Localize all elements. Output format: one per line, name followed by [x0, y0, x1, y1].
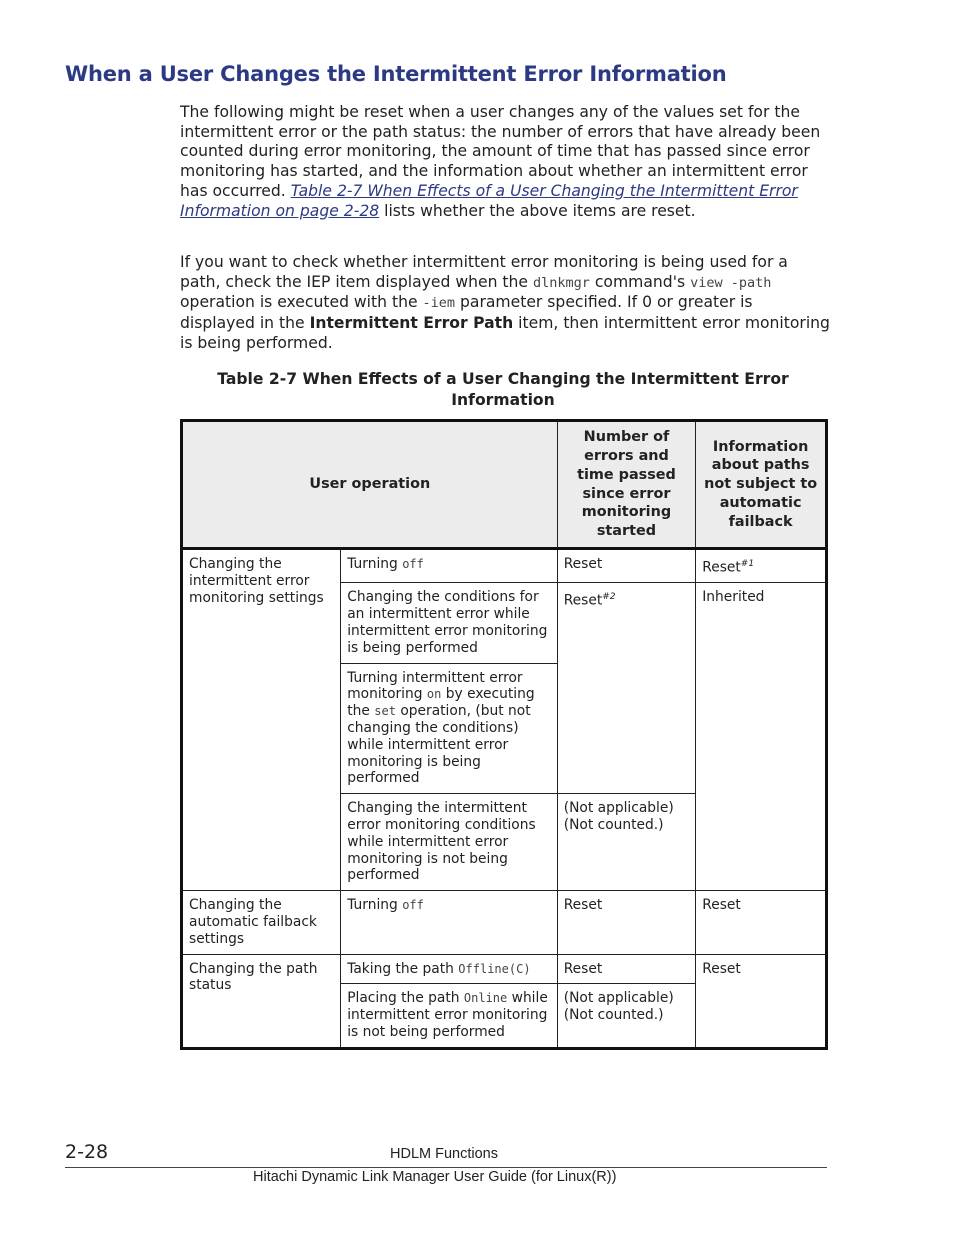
op-text: Turning [347, 897, 398, 914]
op-text: Turning [347, 556, 398, 572]
header-user-operation: User operation [182, 421, 558, 549]
not-applicable-text: (Not applicable) [563, 990, 674, 1007]
page-number: 2-28 [65, 1141, 109, 1163]
op-code: on [426, 687, 442, 702]
op-code: off [402, 898, 424, 913]
parameter-name: -iem [422, 295, 456, 312]
table-caption: Table 2-7 When Effects of a User Changing the Intermittent Error Information [217, 370, 789, 409]
footnote-2: #2 [602, 592, 616, 603]
operation-cell [341, 984, 557, 1048]
reset-text: Reset [563, 592, 603, 609]
iep-paragraph [180, 253, 830, 354]
intro-text: The following might be reset when a user changes any of the values set for the intermittent error or the path status: the number of errors that have already been counted during error monitoring, the amount of time that has passed since error monitoring has started, and the information about whether an intermittent error has occurred. [180, 103, 821, 200]
op-text: by executing the [347, 686, 535, 720]
operation-cell [341, 549, 557, 583]
table-row [182, 549, 827, 583]
operation-cell [341, 891, 557, 954]
op-text: Turning intermittent error monitoring [347, 669, 523, 703]
section-title: When a User Changes the Intermittent Error Information [65, 62, 727, 86]
iep-text-4: parameter specified. If 0 or greater is displayed in the [180, 293, 753, 333]
iep-text-1: If you want to check whether intermittent error monitoring is being used for a path, check the IEP item displayed when the [180, 253, 788, 291]
footer-manual-title: Hitachi Dynamic Link Manager User Guide (for Linux(R)) [253, 1169, 617, 1185]
iep-text-5: item, then intermittent error monitoring is being performed. [180, 314, 830, 352]
errors-cell [557, 984, 696, 1048]
operation-cell [341, 954, 557, 984]
group-path-status: Changing the path status [182, 954, 341, 1048]
intro-text-end: lists whether the above items are reset. [384, 201, 696, 220]
iep-text-3: operation is executed with the [180, 293, 418, 312]
footer-chapter: HDLM Functions [390, 1146, 498, 1162]
not-counted-text: (Not counted.) [563, 816, 664, 833]
header-path-info: Information about paths not subject to automatic failback [696, 421, 827, 549]
group-failback-settings: Changing the automatic failback settings [182, 891, 341, 954]
not-applicable-text: (Not applicable) [563, 800, 674, 817]
footnote-1: #1 [740, 559, 755, 569]
not-counted-text: (Not counted.) [563, 1007, 664, 1024]
op-code: set [374, 704, 396, 719]
intro-paragraph [180, 103, 830, 221]
command-name: dlnkmgr [532, 274, 590, 291]
header-errors-time: Number of errors and time passed since error monitoring started [557, 421, 696, 549]
table-row [182, 891, 827, 954]
operation-cell: Changing the conditions for an intermittent error while intermittent error monitoring is being performed [341, 583, 557, 663]
item-name: Intermittent Error Path [309, 314, 514, 333]
operation-cell: Changing the intermittent error monitoring conditions while intermittent error monitoring is not being performed [341, 794, 557, 891]
footer-divider [65, 1167, 827, 1168]
op-text: while intermittent error monitoring is not being performed [347, 990, 548, 1040]
paths-cell: Reset [696, 954, 827, 1048]
op-text: Placing the path [347, 990, 460, 1007]
errors-cell: Reset [557, 954, 696, 984]
op-text: Taking the path [347, 960, 454, 977]
op-code: off [402, 557, 424, 571]
op-code: Online [463, 991, 508, 1006]
paths-cell: Inherited [696, 583, 827, 891]
reset-text: Reset [702, 559, 741, 576]
effects-table [180, 419, 828, 1050]
paths-cell [696, 549, 827, 583]
op-text: operation, (but not changing the conditions) while intermittent error monitoring is being performed [347, 703, 531, 787]
errors-cell [557, 794, 696, 891]
errors-cell: Reset [557, 549, 696, 583]
table-row [182, 954, 827, 984]
op-code: Offline(C) [458, 961, 531, 976]
paths-cell: Reset [696, 891, 827, 954]
operation-cell [341, 663, 557, 794]
operation-name: view -path [690, 274, 772, 291]
iep-text-2: command's [594, 272, 686, 291]
errors-cell [557, 583, 696, 794]
table-cross-reference-link[interactable]: Table 2-7 When Effects of a User Changing the Intermittent Error Information on page 2-28 [180, 181, 798, 220]
group-monitoring-settings: Changing the intermittent error monitoring settings [182, 549, 341, 891]
errors-cell: Reset [557, 891, 696, 954]
